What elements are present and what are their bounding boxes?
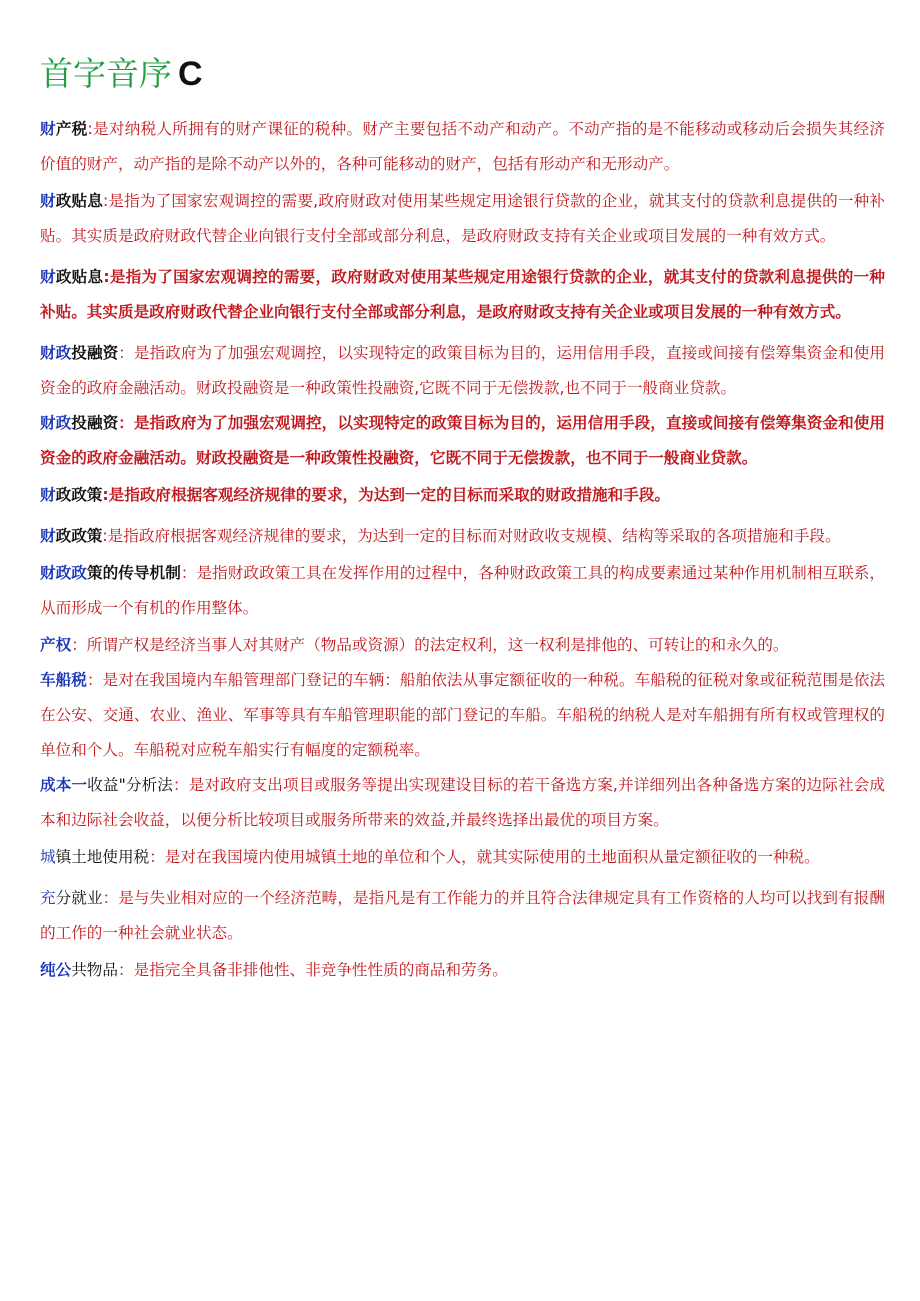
section-heading: [40, 52, 885, 96]
heading-label: 首字音序: [40, 54, 172, 93]
entry-caichan-shui: [40, 112, 885, 182]
entry-definition: ：是指财政政策工具在发挥作用的过程中，各种财政政策工具的构成要素通过某种作用机制相互联系，从而形成一个有机的作用整体。: [40, 564, 885, 617]
entry-term-prefix: 车船税: [40, 671, 87, 689]
entry-caizheng-tourongzi-bold: [40, 406, 885, 476]
entry-term: 政政策: [55, 527, 103, 545]
entry-term-prefix: 纯公: [40, 961, 72, 979]
entry-term: 收益"分析法: [87, 776, 173, 794]
entry-term: 政贴息: [55, 268, 104, 286]
entry-term-prefix: 充: [40, 889, 56, 907]
entry-definition: :是指为了国家宏观调控的需要,政府财政对使用某些规定用途银行贷款的企业，就其支付的贷款利息提供的一种补贴。其实质是政府财政代替企业向银行支付全部或部分利息，是政府财政支持有关企业或项目发展的一种有效方式。: [40, 192, 885, 245]
entry-definition: ：是指政府为了加强宏观调控，以实现特定的政策目标为目的，运用信用手段，直接或间接有偿筹集资金和使用资金的政府金融活动。财政投融资是一种政策性投融资，它既不同于无偿拨款，也不同于一般商业贷款。: [40, 414, 885, 467]
entry-term-prefix: 财政: [40, 344, 72, 362]
entry-term: 投融资: [71, 344, 119, 362]
entry-definition: ：是指政府为了加强宏观调控，以实现特定的政策目标为目的，运用信用手段，直接或间接有偿筹集资金和使用资金的政府金融活动。财政投融资是一种政策性投融资,它既不同于无偿拨款,也不同于一般商业贷款。: [40, 344, 885, 397]
entry-term-prefix: 财: [40, 527, 56, 545]
entry-term: 产税: [55, 120, 88, 138]
entry-term-prefix: 城: [40, 848, 56, 866]
entry-term-prefix: 财: [40, 486, 56, 504]
entry-definition: ：是指完全具备非排他性、非竞争性性质的商品和劳务。: [118, 961, 508, 979]
entry-caizheng-tiexi: [40, 184, 885, 254]
entry-definition: ：是对在我国境内车船管理部门登记的车辆：船舶依法从事定额征收的一种税。车船税的征税对象或征税范围是依法在公安、交通、农业、渔业、军事等具有车船管理职能的部门登记的车船。车船税的纳税人是对车船拥有所有权或管理权的单位和个人。车船税对应税车船实行有幅度的定额税率。: [40, 671, 885, 759]
entry-chengben-shouyi: [40, 768, 885, 838]
entry-definition: ：是对在我国境内使用城镇土地的单位和个人，就其实际使用的土地面积从量定额征收的一种税。: [149, 848, 820, 866]
entry-chongfen-jiuye: [40, 881, 885, 951]
entry-definition: ：所谓产权是经济当事人对其财产（物品或资源）的法定权利，这一权利是排他的、可转让的和永久的。: [71, 636, 789, 654]
entry-term-prefix: 财: [40, 120, 56, 138]
entry-term: 政政策: [55, 486, 103, 504]
entry-term-prefix: 成本一: [40, 776, 88, 794]
entry-term: 策的传导机制: [86, 564, 181, 582]
entry-caizheng-tourongzi: [40, 336, 885, 406]
entry-definition: :是指政府根据客观经济规律的要求，为达到一定的目标而采取的财政措施和手段。: [102, 486, 671, 504]
entry-definition: ：是与失业相对应的一个经济范畴，是指凡是有工作能力的并且符合法律规定具有工作资格的人均可以找到有报酬的工作的一种社会就业状态。: [40, 889, 885, 942]
entry-term: 镇土地使用税: [55, 848, 150, 866]
entry-chun-gonggong-wupin: [40, 953, 885, 988]
entry-term: 共物品: [71, 961, 118, 979]
entry-term-prefix: 产权: [40, 636, 72, 654]
entry-term: 政贴息: [55, 192, 103, 210]
entry-definition: :是对纳税人所拥有的财产课征的税种。财产主要包括不动产和动产。不动产指的是不能移动或移动后会损失其经济价值的财产，动产指的是除不动产以外的，各种可能移动的财产，包括有形动产和无形动产。: [40, 120, 885, 173]
entry-definition: :是指为了国家宏观调控的需要，政府财政对使用某些规定用途银行贷款的企业，就其支付的贷款利息提供的一种补贴。其实质是政府财政代替企业向银行支付全部或部分利息，是政府财政支持有关企业或项目发展的一种有效方式。: [40, 268, 885, 321]
entry-term: 分就业: [55, 889, 103, 907]
entry-definition: ：是对政府支出项目或服务等提出实现建设目标的若干备选方案,并详细列出各种备选方案的边际社会成本和边际社会收益，以便分析比较项目或服务所带来的效益,并最终选择出最优的项目方案。: [40, 776, 885, 829]
entry-caizheng-tiexi-bold: [40, 260, 885, 330]
entry-term-prefix: 财政政: [40, 564, 87, 582]
entry-chengzhen-tudi: [40, 840, 885, 875]
entry-term-prefix: 财政: [40, 414, 72, 432]
entry-chanquan: [40, 628, 885, 663]
entry-caizheng-zhengce: [40, 519, 885, 554]
entry-term-prefix: 财: [40, 268, 56, 286]
entry-term-prefix: 财: [40, 192, 56, 210]
entry-term: 投融资: [71, 414, 119, 432]
entry-caizheng-zhengce-bold: [40, 478, 885, 513]
entry-chechuanshui: [40, 663, 885, 768]
document-page: [40, 52, 885, 988]
heading-letter: C: [178, 55, 203, 93]
entry-definition: :是指政府根据客观经济规律的要求，为达到一定的目标而对财政收支规模、结构等采取的各项措施和手段。: [102, 527, 841, 545]
entry-chuandao-jizhi: [40, 556, 885, 626]
